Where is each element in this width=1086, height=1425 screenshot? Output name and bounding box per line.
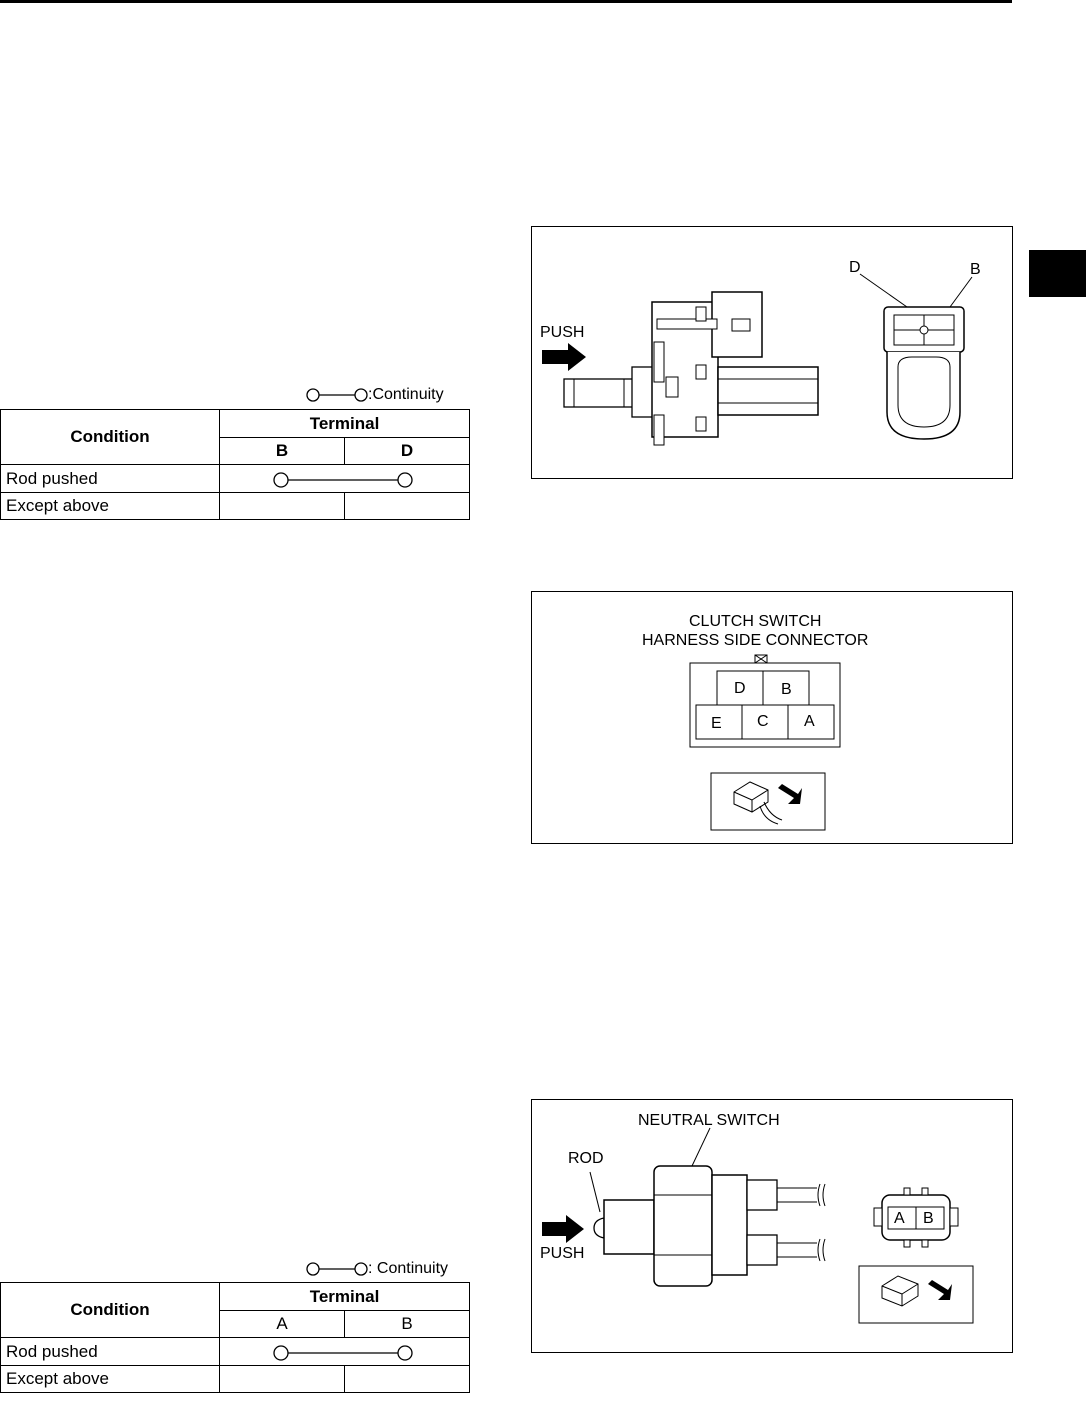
terminal-b-label: B (970, 261, 981, 278)
terminal-b-header: B (220, 438, 345, 465)
empty-cell (344, 1366, 469, 1393)
terminal-d-label: D (849, 259, 861, 276)
clutch-switch-figure (531, 226, 1013, 479)
terminal-d-header: D (344, 438, 469, 465)
figure-title-line1: CLUTCH SWITCH (689, 613, 822, 630)
pin-a-label: A (804, 713, 815, 730)
connector-drawing (532, 592, 1012, 843)
pin-a-label: A (894, 1210, 905, 1227)
header-rule (0, 0, 1012, 3)
terminal-b-header: B (344, 1311, 469, 1338)
continuity-legend (306, 386, 444, 404)
continuity-symbol-icon (306, 1260, 368, 1278)
row-label: Rod pushed (1, 1338, 220, 1366)
figure-title-line2: HARNESS SIDE CONNECTOR (642, 632, 869, 649)
empty-cell (344, 493, 469, 520)
pin-b-label: B (781, 681, 792, 698)
pin-d-label: D (734, 680, 746, 697)
condition-header: Condition (1, 410, 220, 465)
push-label: PUSH (540, 1245, 585, 1262)
continuity-mark (220, 1338, 470, 1366)
continuity-mark (220, 465, 470, 493)
row-label: Rod pushed (1, 465, 220, 493)
empty-cell (220, 493, 345, 520)
continuity-symbol-icon (306, 386, 368, 404)
neutral-continuity-table (0, 1282, 470, 1393)
terminal-header: Terminal (220, 410, 470, 438)
continuity-legend-text: :Continuity (368, 386, 444, 403)
rod-label: ROD (568, 1150, 604, 1167)
push-label: PUSH (540, 324, 585, 341)
pin-e-label: E (711, 715, 722, 732)
empty-cell (220, 1366, 345, 1393)
row-label: Except above (1, 493, 220, 520)
harness-connector-figure (531, 591, 1013, 844)
table-row (1, 1338, 470, 1366)
table-row (1, 1366, 470, 1393)
table-row (1, 493, 470, 520)
clutch-switch-drawing (532, 227, 1012, 478)
section-tab (1029, 250, 1086, 297)
neutral-switch-drawing (532, 1100, 1012, 1352)
continuity-legend (306, 1260, 448, 1278)
neutral-switch-figure (531, 1099, 1013, 1353)
table-row (1, 465, 470, 493)
row-label: Except above (1, 1366, 220, 1393)
continuity-line-icon (220, 466, 468, 492)
continuity-line-icon (220, 1339, 468, 1365)
clutch-continuity-table (0, 409, 470, 520)
terminal-a-header: A (220, 1311, 345, 1338)
terminal-header: Terminal (220, 1283, 470, 1311)
condition-header: Condition (1, 1283, 220, 1338)
pin-c-label: C (757, 713, 769, 730)
pin-b-label: B (923, 1210, 934, 1227)
neutral-switch-label: NEUTRAL SWITCH (638, 1112, 780, 1129)
continuity-legend-text: : Continuity (368, 1260, 449, 1277)
